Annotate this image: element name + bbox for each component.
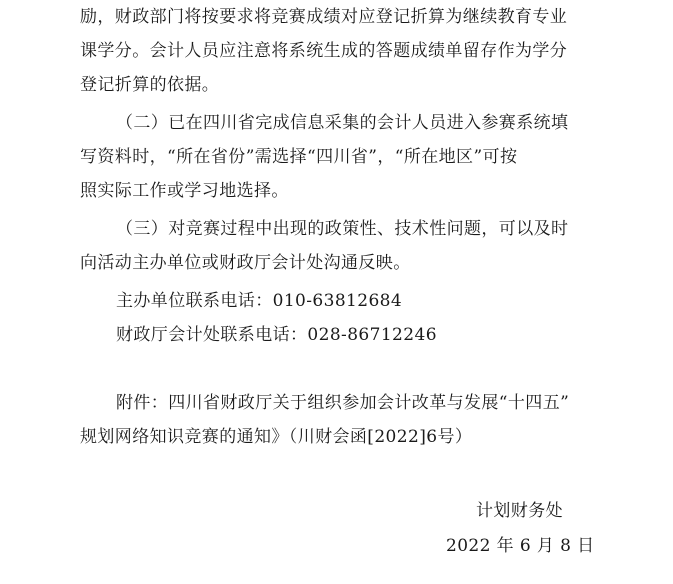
signature-department: 计划财务处 [476,501,563,521]
text-line: （三）对竞赛过程中出现的政策性、技术性问题，可以及时 [116,219,569,239]
text-line: 登记折算的依据。 [80,75,220,95]
text-line: 写资料时，“所在省份”需选择“四川省”，“所在地区”可按 [80,147,518,167]
attachment-line: 规划网络知识竞赛的通知》（川财会函[2022]6号） [80,427,473,447]
text-line: 课学分。会计人员应注意将系统生成的答题成绩单留存作为学分 [80,41,568,61]
paragraph-registration-info [80,106,600,208]
paragraph-issue-feedback [80,212,600,280]
text-line: 向活动主办单位或财政厅会计处沟通反映。 [80,253,411,273]
contact-phones [80,284,600,352]
text-line: 励，财政部门将按要求将竞赛成绩对应登记折算为继续教育专业 [80,7,568,27]
paragraph-credit-conversion [80,0,600,102]
attachment-line: 附件：四川省财政厅关于组织参加会计改革与发展“十四五” [116,393,570,413]
signature-date: 2022 年 6 月 8 日 [446,536,595,556]
accounting-office-phone: 财政厅会计处联系电话：028-86712246 [116,325,437,345]
text-line: （二）已在四川省完成信息采集的会计人员进入参赛系统填 [116,113,569,133]
attachment-note [80,386,600,454]
text-line: 照实际工作或学习地选择。 [80,181,289,201]
organizer-phone: 主办单位联系电话：010-63812684 [116,291,403,311]
